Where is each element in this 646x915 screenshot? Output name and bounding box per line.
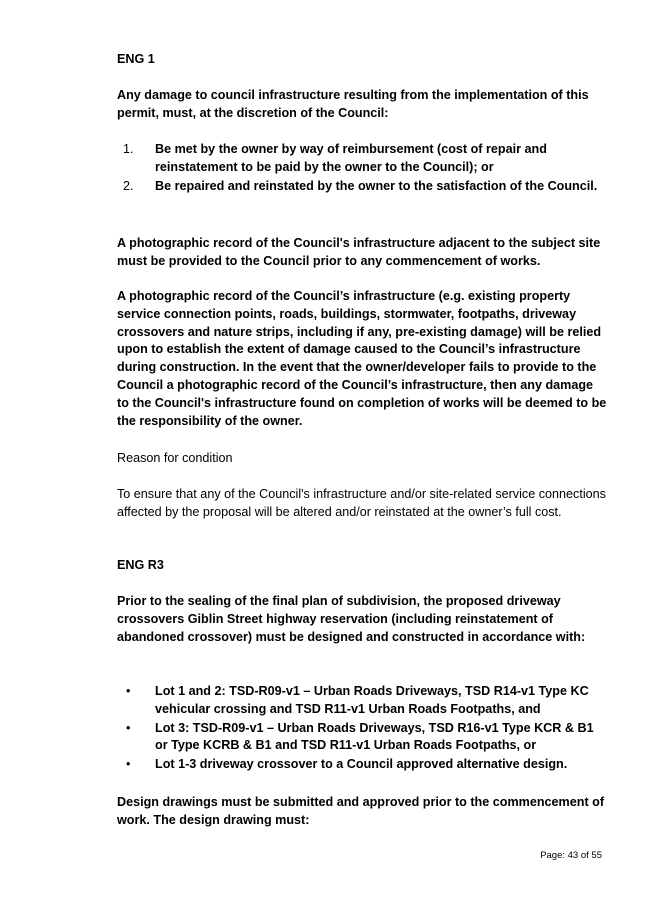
infrastructure-paragraph: A photographic record of the Council’s infrastructure (e.g. existing property service connection points, roads, buildings, stormwater, footpaths, driveway crossovers and nature strips, including if any, pre-existing damage) will be relied upon to establish the extent of damage caused to the Council’s infrastructure during construction. In the event that the owner/developer fails to provide to the Council a photographic record of the Council’s infrastructure, then any damage to the Council's infrastructure found on completion of works will be deemed to be the responsibility of the owner. — [117, 289, 607, 428]
reason-text: To ensure that any of the Council's infrastructure and/or site-related service connections affected by the proposal will be altered and/or reinstated at the owner’s full cost. — [117, 487, 606, 519]
bullet-icon: • — [126, 684, 131, 698]
bullet-icon: • — [126, 757, 131, 772]
photo-record-paragraph: A photographic record of the Council's infrastructure adjacent to the subject site must be provided to the Council prior to any commencement of works. — [117, 236, 601, 268]
list-item-text: Lot 1 and 2: TSD-R09-v1 – Urban Roads Driveways, TSD R14-v1 Type KC vehicular crossing and TSD R11-v1 Urban Roads Footpaths, and — [155, 684, 589, 716]
bullet-icon: • — [126, 720, 131, 735]
page-number: Page: 43 of 55 — [540, 850, 602, 861]
list-item-text: Be met by the owner by way of reimbursement (cost of repair and reinstatement to be paid by the owner to the Council); or — [155, 142, 547, 174]
list-number: 1. — [123, 142, 134, 156]
list-item-text: Be repaired and reinstated by the owner to the satisfaction of the Council. — [155, 178, 598, 193]
section-heading-eng-1: ENG 1 — [117, 52, 155, 66]
list-item-text: Lot 1-3 driveway crossover to a Council approved alternative design. — [155, 757, 568, 772]
list-item — [117, 720, 607, 756]
list-item — [117, 756, 607, 774]
damage-paragraph: Any damage to council infrastructure resulting from the implementation of this permit, must, at the discretion of the Council: — [117, 88, 589, 120]
list-number: 2. — [123, 178, 134, 193]
bullet-list — [117, 683, 607, 775]
section-heading-eng-r3: ENG R3 — [117, 558, 164, 572]
design-drawings-paragraph: Design drawings must be submitted and approved prior to the commencement of work. The design drawing must: — [117, 795, 605, 827]
driveway-paragraph: Prior to the sealing of the final plan of subdivision, the proposed driveway crossovers Giblin Street highway reservation (including reinstatement of abandoned crossover) must be designed and constructed in accordance with: — [117, 594, 586, 644]
list-item — [117, 178, 607, 196]
numbered-list — [117, 141, 607, 196]
list-item — [117, 683, 607, 719]
reason-label: Reason for condition — [117, 451, 233, 465]
list-item-text: Lot 3: TSD-R09-v1 – Urban Roads Driveways, TSD R16-v1 Type KCR & B1 or Type KCRB & B1 and TSD R11-v1 Urban Roads Footpaths, or — [155, 720, 594, 753]
list-item — [117, 141, 607, 177]
